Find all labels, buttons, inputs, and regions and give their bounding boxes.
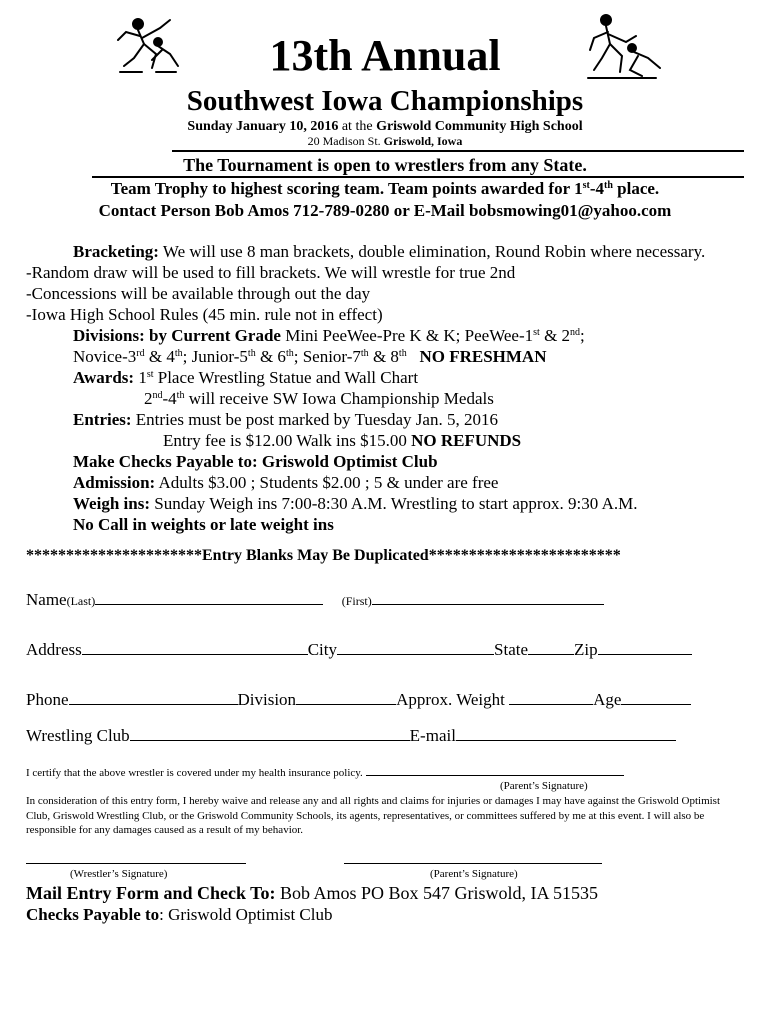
entry-blank-banner: **********************Entry Blanks May Be Duplicated************************ [26,547,621,564]
event-date-line: Sunday January 10, 2016 at the Griswold Community High School [187,119,583,134]
wrestler-signature-label: (Wrestler’s Signature) [70,868,168,880]
club-field[interactable] [130,726,410,741]
weigh-in-line: Weigh ins: Sunday Weigh ins 7:00-8:30 A.M. Wrestling to start approx. 9:30 A.M. [73,494,638,513]
last-name-field[interactable] [95,590,323,605]
parent-signature-line[interactable] [344,863,602,864]
bracketing-line: Bracketing: We will use 8 man brackets, double elimination, Round Robin where necessary. [73,242,706,261]
divisions-line-2: Novice-3rd & 4th; Junior-5th & 6th; Senior-7th & 8th NO FRESHMAN [73,347,547,366]
first-name-field[interactable] [372,590,604,605]
checks-payable-line: Checks Payable to: Griswold Optimist Club [26,905,333,924]
checks-line: Make Checks Payable to: Griswold Optimist Club [73,452,438,471]
waiver-text: In consideration of this entry form, I hereby waive and release any and all rights and claims for injuries or damages I may have against the Griswold Optimist Club, Griswold Wrestling Club, or the Griswold Community Schools, its agents, representatives, or committees suffered by me at this event. I will also be responsible for any damages caused as a result of my behavior. [26,795,721,836]
phone-field[interactable] [69,690,238,705]
division-field[interactable] [296,690,396,705]
insurance-certify: I certify that the above wrestler is covered under my health insurance policy. [26,764,624,780]
contact-line: Contact Person Bob Amos 712-789-0280 or E-Mail bobsmowing01@yahoo.com [98,201,672,220]
parent-signature-field[interactable] [366,764,624,776]
address-field[interactable] [82,640,308,655]
parent-signature-label: (Parent’s Signature) [500,780,588,792]
detail-bullet: -Random draw will be used to fill brackets. We will wrestle for true 2nd [26,263,516,282]
address-row: Address City State Zip [26,640,692,660]
page-subtitle: Southwest Iowa Championships [186,85,584,117]
page-title: 13th Annual [269,31,501,80]
mail-entry-line: Mail Entry Form and Check To: Bob Amos PO Box 547 Griswold, IA 51535 [26,883,599,903]
open-notice: The Tournament is open to wrestlers from any State. [183,155,587,175]
club-row: Wrestling Club E-mail [26,726,676,746]
team-trophy-line: Team Trophy to highest scoring team. Team points awarded for 1st-4th place. [110,179,660,198]
age-field[interactable] [621,690,691,705]
fee-line: Entry fee is $12.00 Walk ins $15.00 NO REFUNDS [163,431,522,450]
zip-field[interactable] [598,640,692,655]
divider-top [172,150,744,152]
detail-bullet: -Concessions will be available through out the day [26,284,371,303]
phone-row: Phone Division Approx. Weight Age [26,690,691,710]
divisions-line: Divisions: by Current Grade Mini PeeWee-Pre K & K; PeeWee-1st & 2nd; [73,326,585,345]
parent-signature-label-2: (Parent’s Signature) [430,868,518,880]
entries-line: Entries: Entries must be post marked by Tuesday Jan. 5, 2016 [73,410,498,429]
event-address: 20 Madison St. Griswold, Iowa [307,134,463,148]
city-field[interactable] [337,640,494,655]
awards-line: Awards: 1st Place Wrestling Statue and Wall Chart [73,368,419,387]
awards-line-2: 2nd-4th will receive SW Iowa Championship Medals [144,389,494,408]
admission-line: Admission: Adults $3.00 ; Students $2.00 ; 5 & under are free [73,473,499,492]
name-row: Name(Last) (First) [26,590,604,611]
no-call-line: No Call in weights or late weight ins [73,515,334,534]
state-field[interactable] [528,640,574,655]
detail-bullet: -Iowa High School Rules (45 min. rule not in effect) [26,305,383,324]
wrestler-signature-line[interactable] [26,863,246,864]
weight-field[interactable] [509,690,593,705]
email-field[interactable] [456,726,676,741]
